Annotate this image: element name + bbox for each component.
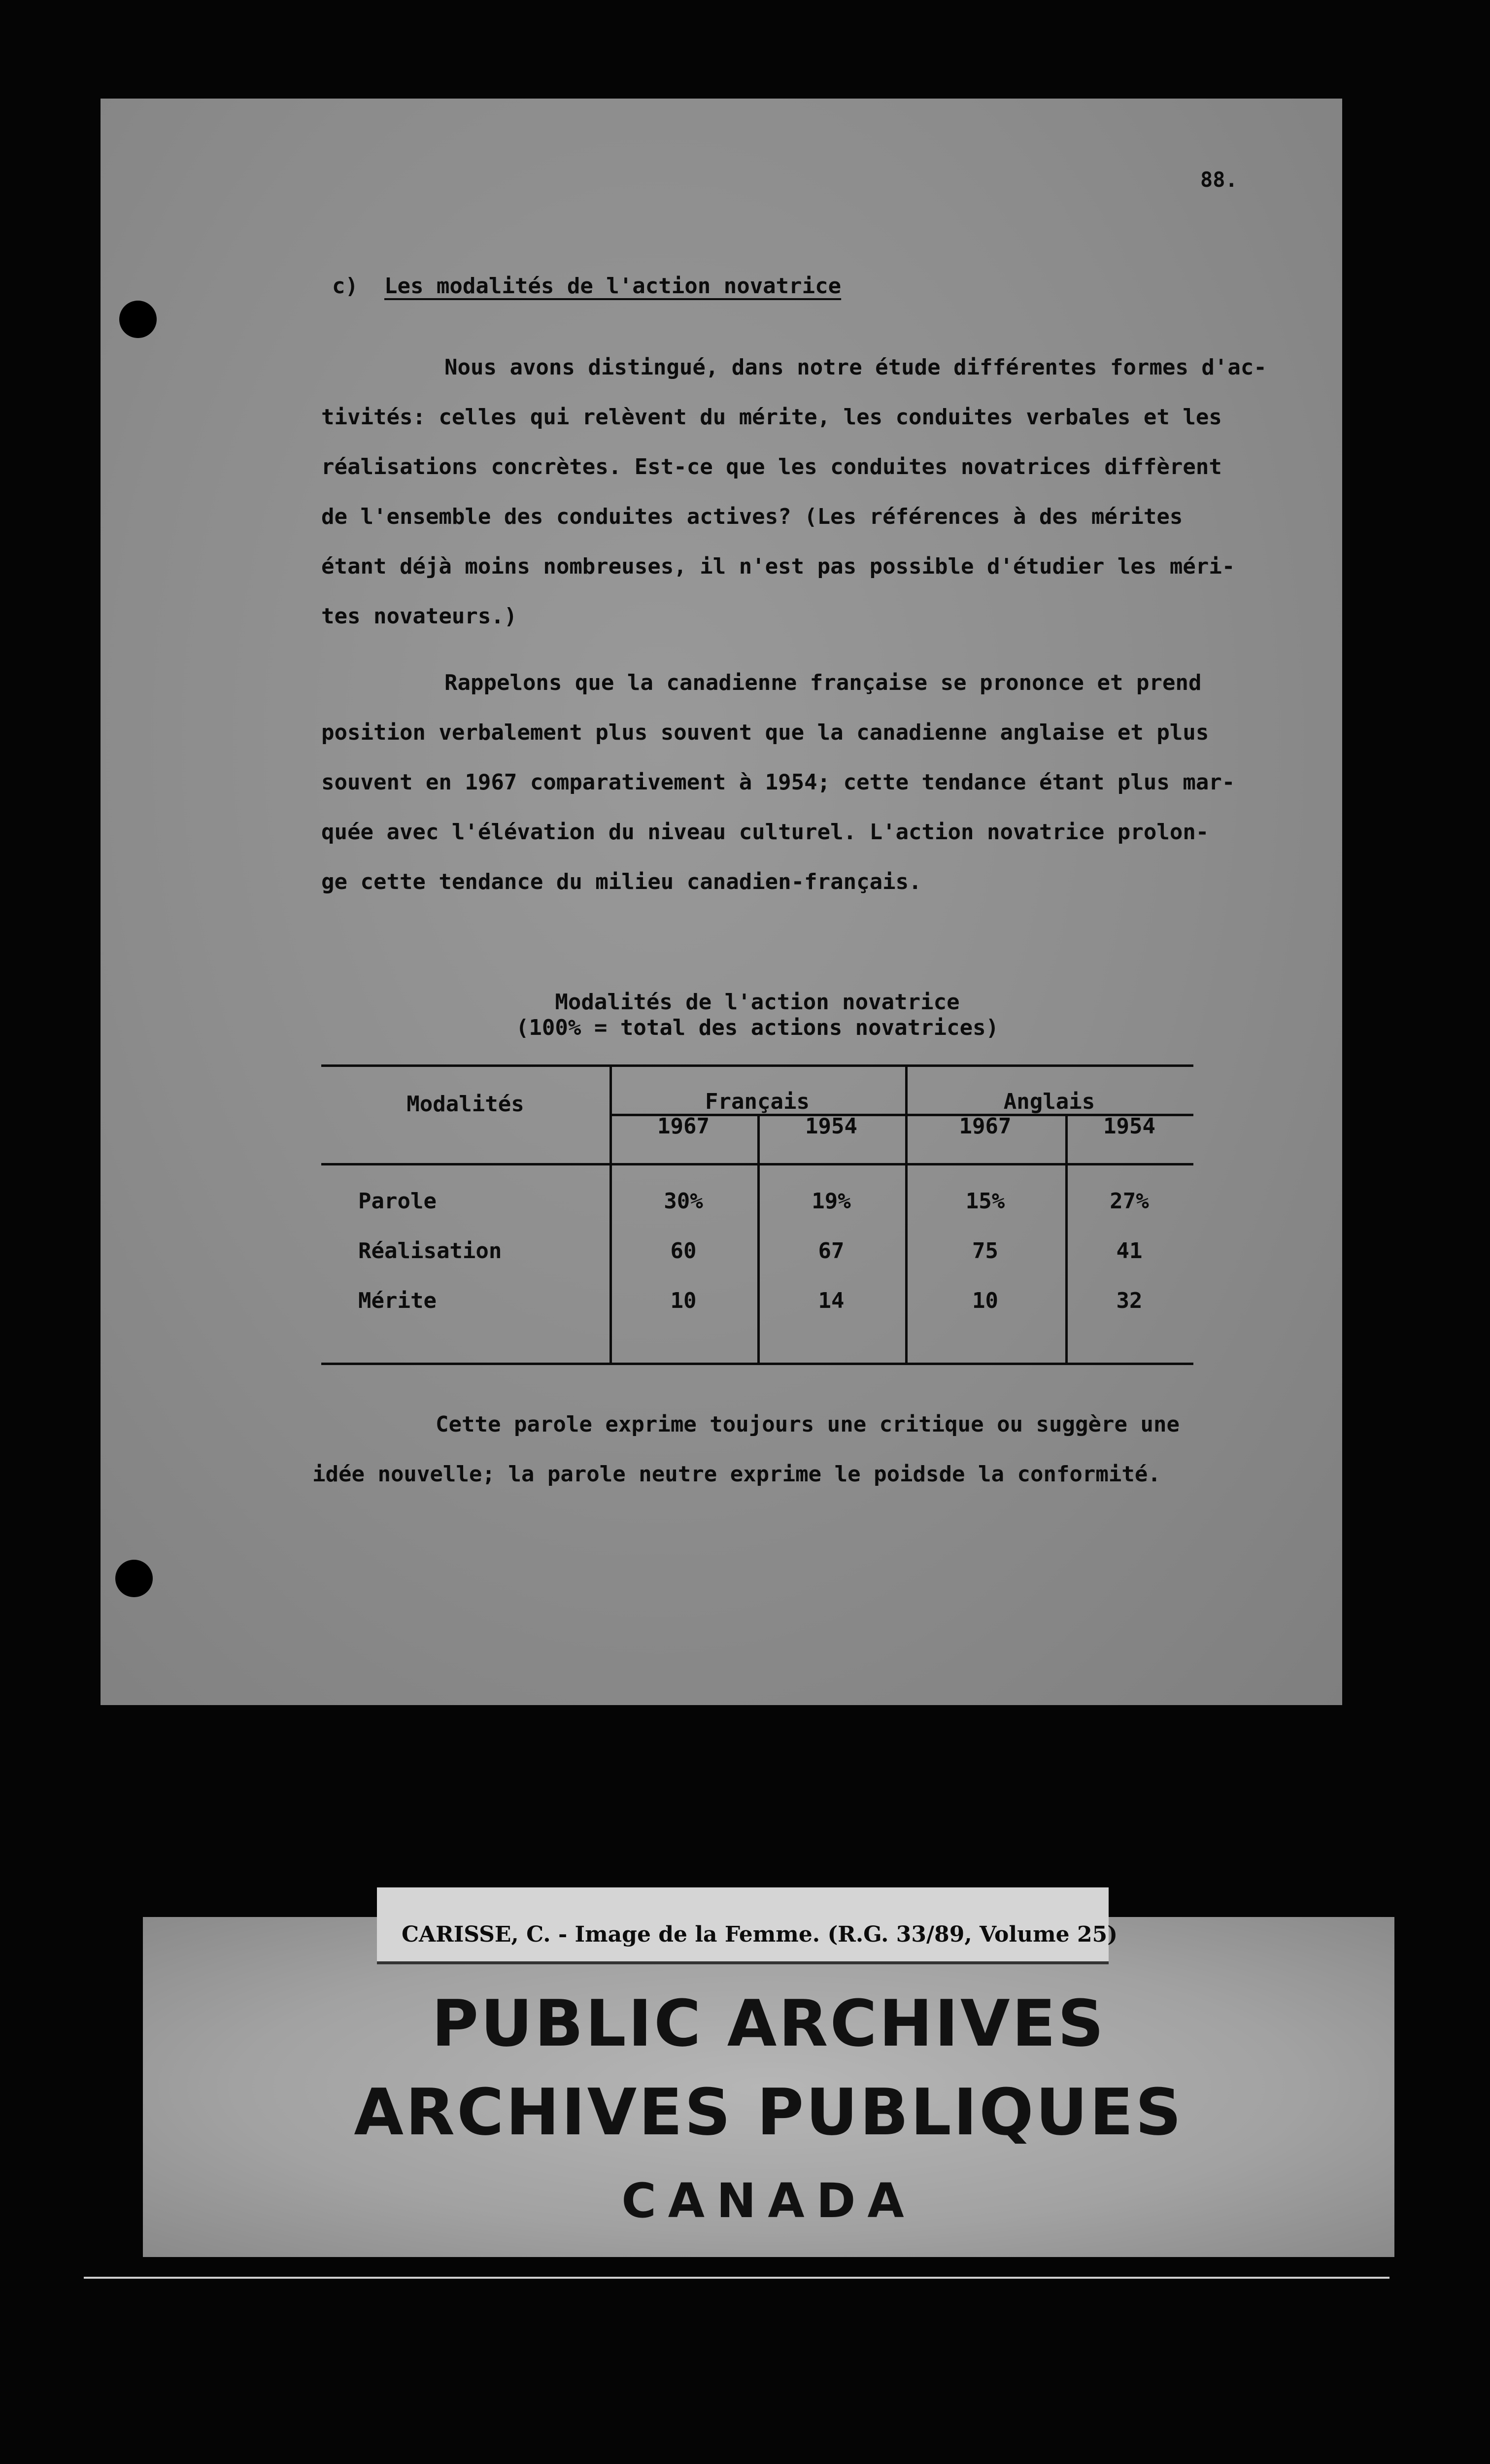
stamp-line-3: CANADA [621, 2173, 916, 2228]
table-cell: 27% [1110, 1189, 1149, 1214]
table-row-header: Modalités [406, 1092, 524, 1117]
archive-reference-label [377, 1887, 1118, 1964]
paragraph-line: tivités: celles qui relèvent du mérite, les conduites verbales et les [321, 405, 1222, 430]
paragraph-line: quée avec l'élévation du niveau culturel. L'action novatrice prolon- [321, 820, 1209, 845]
section-heading [332, 274, 841, 299]
table-cell: 75 [972, 1238, 998, 1264]
punch-hole-top [119, 301, 157, 338]
table-cell: 14 [818, 1288, 845, 1313]
table-row-label: Mérite [358, 1288, 437, 1313]
paragraph-line: réalisations concrètes. Est-ce que les conduites novatrices diffèrent [321, 454, 1222, 479]
table-cell: 41 [1116, 1238, 1143, 1264]
table-year: 1967 [657, 1114, 710, 1139]
stamp-line-1: PUBLIC ARCHIVES [431, 1986, 1106, 2061]
document-page [101, 99, 1342, 1705]
paragraph-line: étant déjà moins nombreuses, il n'est pas possible d'étudier les méri- [321, 554, 1235, 579]
table-year: 1967 [959, 1114, 1012, 1139]
table-cell: 10 [670, 1288, 697, 1313]
paragraph-1 [321, 342, 1267, 641]
scan-baseline [84, 2277, 1389, 2279]
table-group-anglais: Anglais [1003, 1089, 1095, 1114]
paragraph-line: Rappelons que la canadienne française se prononce et prend [444, 670, 1202, 695]
data-table [321, 1064, 1193, 1365]
table-caption-title: Modalités de l'action novatrice [555, 990, 960, 1015]
paragraph-line: idée nouvelle; la parole neutre exprime le poidsde la conformité. [312, 1462, 1161, 1487]
table-year: 1954 [1103, 1114, 1155, 1139]
table-cell: 30% [664, 1189, 703, 1214]
table-cell: 10 [972, 1288, 998, 1313]
archives-stamp [143, 1917, 1394, 2257]
table-cell: 19% [812, 1189, 851, 1214]
heading-marker: c) [332, 274, 358, 299]
table-cell: 15% [965, 1189, 1005, 1214]
paragraph-line: tes novateurs.) [321, 604, 517, 629]
table-row-label: Réalisation [358, 1238, 502, 1264]
table-caption-note: (100% = total des actions novatrices) [515, 1015, 999, 1040]
paragraph-line: ge cette tendance du milieu canadien-français. [321, 869, 922, 894]
table-caption [321, 990, 1193, 1041]
table-cell: 67 [818, 1238, 845, 1264]
page-number: 88. [1200, 168, 1238, 192]
table-cell: 60 [670, 1238, 697, 1264]
paragraph-2 [321, 658, 1235, 907]
paragraph-line: Nous avons distingué, dans notre étude différentes formes d'ac- [444, 355, 1267, 380]
paragraph-line: souvent en 1967 comparativement à 1954; cette tendance étant plus mar- [321, 770, 1235, 795]
table-year: 1954 [805, 1114, 857, 1139]
table-group-francais: Français [705, 1089, 810, 1114]
paragraph-line: position verbalement plus souvent que la canadienne anglaise et plus [321, 720, 1209, 745]
stamp-line-2: ARCHIVES PUBLIQUES [354, 2075, 1184, 2150]
table-rule-top [321, 1064, 1193, 1067]
heading-title: Les modalités de l'action novatrice [384, 274, 842, 299]
paragraph-line: de l'ensemble des conduites actives? (Les références à des mérites [321, 504, 1183, 529]
table-cell: 32 [1116, 1288, 1143, 1313]
paragraph-3 [312, 1400, 1199, 1499]
table-row-label: Parole [358, 1189, 437, 1214]
paragraph-line: Cette parole exprime toujours une critique ou suggère une [436, 1412, 1180, 1437]
punch-hole-bottom [115, 1560, 153, 1597]
archive-reference-text: CARISSE, C. - Image de la Femme. (R.G. 33/89, Volume 25) [402, 1922, 1118, 1947]
